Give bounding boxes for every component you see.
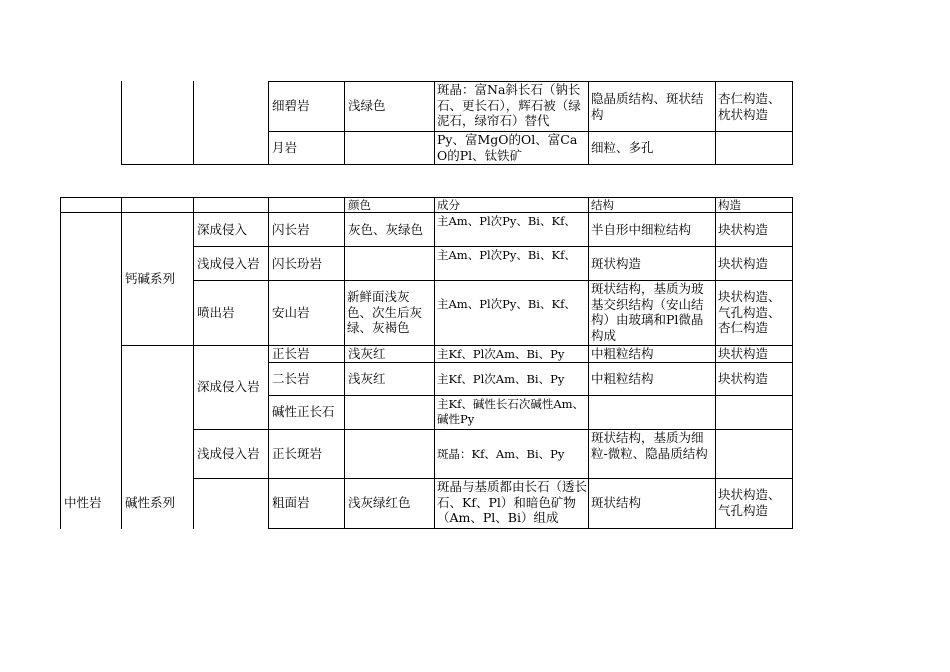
rock-color[interactable]: 灰色、灰绿色 [348,222,424,237]
series-calc-alkaline[interactable]: 钙碱系列 [125,271,176,286]
rock-name[interactable]: 正长斑岩 [272,446,323,461]
gridline [60,197,793,198]
gridline [715,197,716,529]
rock-composition[interactable]: 斑晶与基质都由长石（透长石、Kf、Pl）和暗色矿物（Am、Pl、Bi）组成 [437,479,588,525]
gridline [121,164,793,165]
rock-name[interactable]: 二长岩 [272,371,310,386]
gridline [344,197,345,529]
occurrence-shallow[interactable]: 浅成侵入岩 [197,446,260,461]
gridline [434,81,435,165]
rock-color[interactable]: 浅灰绿红色 [348,495,411,510]
rock-name[interactable]: 正长岩 [272,346,310,361]
rock-name[interactable]: 细碧岩 [272,98,310,113]
rock-structure[interactable]: 斑状构造 [591,256,642,271]
rock-structure[interactable]: 细粒、多孔 [591,140,654,155]
gridline [193,246,793,247]
rock-composition[interactable]: 斑晶：富Na斜长石（钠长石、更长石），辉石被（绿泥石，绿帘石）替代 [437,82,581,128]
rock-category[interactable]: 中性岩 [64,495,102,510]
gridline [60,212,793,213]
rock-composition[interactable]: Py、富MgO的Ol、富CaO的Pl、钛铁矿 [437,132,578,163]
rock-name[interactable]: 闪长岩 [272,222,310,237]
gridline [434,197,435,529]
rock-structure[interactable]: 斑状结构，基质为细粒-微粒、隐晶质结构 [591,430,708,461]
gridline [193,81,194,165]
gridline [268,81,269,165]
rock-texture[interactable]: 块状构造 [718,256,769,271]
rock-composition[interactable]: 斑晶：Kf、Am、Bi、Py [437,447,565,461]
rock-color[interactable]: 浅绿色 [348,98,386,113]
rock-color[interactable]: 浅灰红 [348,346,386,361]
rock-color[interactable]: 新鲜面浅灰色、次生后灰绿、灰褐色 [347,289,423,335]
rock-structure[interactable]: 中粗粒结构 [591,346,654,361]
rock-name[interactable]: 安山岩 [272,305,310,320]
rock-texture[interactable]: 杏仁构造、枕状构造 [718,91,781,122]
rock-name[interactable]: 闪长玢岩 [272,256,323,271]
header-color: 颜色 [348,198,371,212]
rock-structure[interactable]: 中粗粒结构 [591,371,654,386]
gridline [792,197,793,529]
rock-structure[interactable]: 半自形中细粒结构 [591,222,692,237]
rock-structure[interactable]: 隐晶质结构、斑状结构 [591,91,704,122]
rock-composition[interactable]: 主Kf、Pl次Am、Bi、Py [437,372,565,386]
rock-structure[interactable]: 斑状结构 [591,495,642,510]
gridline [121,197,122,529]
rock-name[interactable]: 月岩 [272,140,298,155]
occurrence-deep[interactable]: 深成侵入岩 [197,379,260,394]
header-composition: 成分 [437,198,460,212]
gridline [588,81,589,165]
gridline [792,81,793,165]
rock-composition[interactable]: 主Kf、Pl次Am、Bi、Py [437,347,565,361]
gridline [60,197,61,529]
series-alkaline[interactable]: 碱性系列 [125,495,176,510]
rock-texture[interactable]: 块状构造 [718,371,769,386]
gridline [588,197,589,529]
occurrence-extrusive[interactable]: 喷出岩 [197,305,235,320]
rock-texture[interactable]: 块状构造、气孔构造 [718,487,781,518]
rock-color[interactable]: 浅灰红 [348,371,386,386]
rock-texture[interactable]: 块状构造 [718,222,769,237]
rock-texture[interactable]: 块状构造、气孔构造、杏仁构造 [718,289,781,335]
rock-texture[interactable]: 块状构造 [718,346,769,361]
rock-composition[interactable]: 主Am、Pl次Py、Bi、Kf、 [437,214,576,228]
occurrence-deep[interactable]: 深成侵入 [197,222,248,237]
occurrence-shallow[interactable]: 浅成侵入岩 [197,256,260,271]
gridline [121,81,122,165]
rock-composition[interactable]: 主Am、Pl次Py、Bi、Kf、 [437,297,576,311]
rock-name[interactable]: 粗面岩 [272,495,310,510]
gridline [193,197,194,529]
header-texture: 构造 [718,198,741,212]
gridline [715,81,716,165]
rock-composition[interactable]: 主Kf、碱性长石次碱性Am、碱性Py [437,397,585,426]
header-structure: 结构 [591,198,614,212]
gridline [268,197,269,529]
rock-composition[interactable]: 主Am、Pl次Py、Bi、Kf、 [437,248,576,262]
rock-name[interactable]: 碱性正长石 [272,404,335,419]
gridline [121,345,793,346]
gridline [344,81,345,165]
rock-structure[interactable]: 斑状结构，基质为玻基交织结构（安山结构）由玻璃和Pl微晶构成 [591,281,704,343]
